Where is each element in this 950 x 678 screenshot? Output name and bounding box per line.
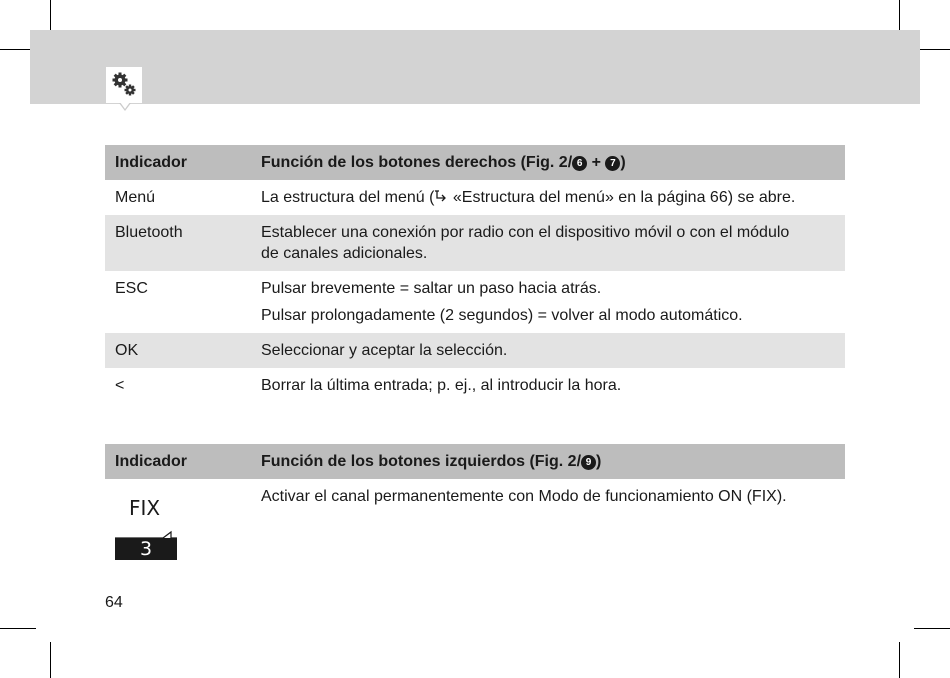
function-cell: Borrar la última entrada; p. ej., al introducir la hora. <box>261 376 622 394</box>
key-number-box: 3 <box>115 538 177 560</box>
function-cell: Seleccionar y aceptar la selección. <box>261 341 508 359</box>
crop-mark <box>914 628 950 629</box>
crop-mark <box>50 642 51 678</box>
arrow-reference-icon <box>434 189 448 206</box>
indicator-cell: OK <box>115 341 139 359</box>
page-number: 64 <box>105 594 123 611</box>
circled-number-badge: 7 <box>605 156 620 171</box>
table-row <box>105 479 845 560</box>
function-cell: La estructura del menú ( «Estructura del menú» en la página 66) se abre. <box>261 189 796 206</box>
indicator-header: Indicador <box>115 153 188 171</box>
indicator-cell: Menú <box>115 188 156 206</box>
function-cell: Pulsar brevemente = saltar un paso hacia atrás. Pulsar prolongadamente (2 segundos) = volver al modo automático. <box>261 280 743 324</box>
table-row <box>105 180 845 215</box>
table-header <box>105 145 845 180</box>
indicator-cell: Bluetooth <box>115 224 183 241</box>
right-buttons-table <box>105 145 845 403</box>
left-buttons-table <box>105 444 845 560</box>
indicator-header: Indicador <box>115 452 188 470</box>
circled-number-badge: 9 <box>581 455 596 470</box>
settings-gears-icon <box>106 67 142 103</box>
fix-key-symbol <box>113 486 175 560</box>
table-row <box>105 271 845 333</box>
crop-mark <box>899 642 900 678</box>
table-row <box>105 215 845 271</box>
function-header: Función de los botones izquierdos (Fig. 2/ 9 ) <box>261 452 602 470</box>
table-row <box>105 333 845 368</box>
header-band <box>30 30 920 104</box>
function-cell: Establecer una conexión por radio con el dispositivo móvil o con el módulo de canales adicionales. <box>261 224 790 262</box>
crop-mark <box>0 628 36 629</box>
indicator-cell: ESC <box>115 280 148 297</box>
indicator-cell: < <box>115 376 125 394</box>
badge-pointer <box>119 103 131 111</box>
indicator-cell <box>105 486 261 560</box>
circled-number-badge: 6 <box>572 156 587 171</box>
table-row <box>105 368 845 403</box>
function-cell: Activar el canal permanentemente con Modo de funcionamiento ON (FIX). <box>261 488 787 505</box>
table-header <box>105 444 845 479</box>
fix-label: FIX <box>129 496 161 520</box>
function-header: Función de los botones derechos (Fig. 2/ 6 + 7 ) <box>261 153 626 171</box>
